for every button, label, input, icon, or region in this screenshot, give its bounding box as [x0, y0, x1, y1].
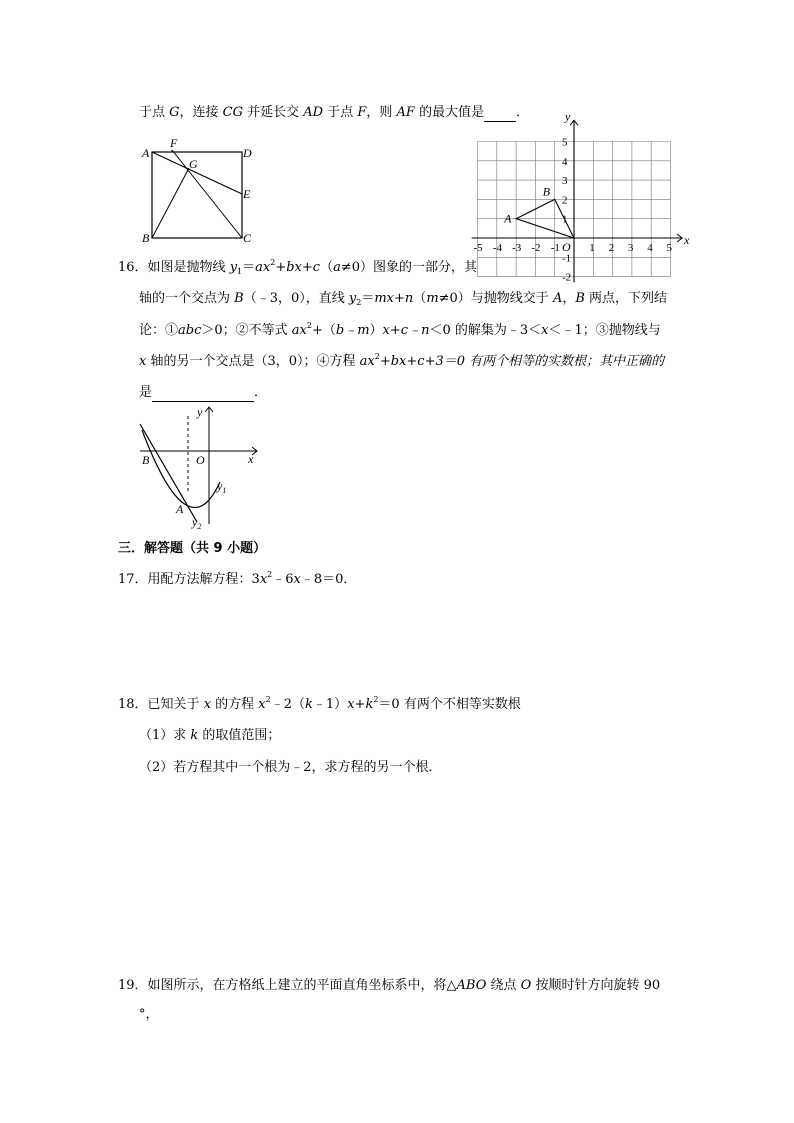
section-heading: 三．解答题（共 9 小题） — [118, 541, 267, 556]
origin-label: O — [562, 240, 571, 254]
axis-y-label: y — [565, 109, 571, 124]
label-b: B — [142, 453, 150, 467]
x-tick-label: 2 — [608, 242, 615, 254]
label-a: A — [142, 146, 150, 160]
q16-line5: 是 ． — [139, 385, 268, 400]
x-tick-label: 4 — [647, 242, 653, 254]
x-tick-label: 3 — [627, 242, 634, 254]
label-b: B — [142, 231, 150, 245]
y-tick-label: 5 — [562, 136, 568, 149]
label-d: D — [243, 146, 252, 160]
q15-tail-line: 于点 G，连接 CG 并延长交 AD 于点 F，则 AF 的最大值是 ． — [139, 105, 530, 120]
label-e: E — [243, 187, 251, 201]
y-tick-label: 4 — [562, 155, 568, 168]
axis-x-label: x — [248, 452, 254, 466]
grid-figure — [473, 109, 694, 288]
q18-part2: （2）若方程其中一个根为﹣2，求方程的另一个根． — [139, 760, 442, 775]
q16-line3: 论：①abc＞0；②不等式 $ax^2+(b﹣m)x+c﹣n<0$ 的解集为﹣3＜x＜﹣1；③抛物线与 — [139, 321, 661, 338]
x-tick-label: 5 — [666, 242, 672, 254]
x-tick-label: -4 — [492, 242, 502, 254]
label-b: B — [542, 184, 551, 199]
x-tick-label: -2 — [531, 242, 541, 254]
x-tick-label: -1 — [550, 242, 560, 254]
x-tick-label: -3 — [512, 242, 522, 254]
y-tick-label: 2 — [562, 194, 568, 207]
q18-line: 18．已知关于 x 的方程 $x^2﹣2(k﹣1)x+k^2=0$ 有两个不相等实数根 — [118, 695, 521, 712]
q16-line1: 16．如图是抛物线 $y_1=ax^2+bx+c(a\ne 0)$图象的一部分，其 — [118, 258, 478, 276]
square-figure — [138, 136, 258, 246]
label-a: A — [504, 211, 512, 226]
label-g: G — [189, 157, 198, 171]
q19-line2: °， — [139, 1007, 159, 1022]
y-tick-label: -2 — [562, 271, 572, 284]
label-y1: $y_1$ — [217, 479, 227, 495]
q17-line: 17．用配方法解方程：$3x^2﹣6x﹣8=0$． — [118, 570, 357, 587]
label-c: C — [243, 231, 252, 245]
y-tick-label: 3 — [562, 175, 568, 188]
q16-line4: x 轴的另一个交点是（3，0）；④方程 $ax^2+bx+c+3=0$ 有两个相等的实数根；其中正确的 — [139, 352, 665, 369]
x-tick-label: 1 — [589, 242, 595, 254]
axis-y-label: y — [197, 405, 203, 419]
x-tick-label: -5 — [473, 242, 483, 254]
parabola-figure — [134, 402, 274, 532]
q16-line2: 轴的一个交点为 B（﹣3，0），直线 $y_2=mx+n(m\ne 0)$与抛物线交于 A，B 两点，下列结 — [139, 291, 668, 307]
answer-blank[interactable] — [152, 387, 254, 402]
label-y2: $y_2$ — [192, 515, 202, 531]
q18-part1: （1）求 k 的取值范围； — [139, 728, 281, 743]
label-f: F — [170, 136, 178, 150]
axis-x-label: x — [684, 233, 690, 247]
y-tick-label: 1 — [562, 213, 568, 226]
q19-line1: 19．如图所示，在方格纸上建立的平面直角坐标系中，将△ABO 绕点 O 按顺时针方向旋转 90 — [118, 978, 661, 993]
y-tick-label: -1 — [562, 252, 572, 265]
label-a: A — [176, 502, 184, 516]
origin-label: O — [196, 453, 205, 467]
